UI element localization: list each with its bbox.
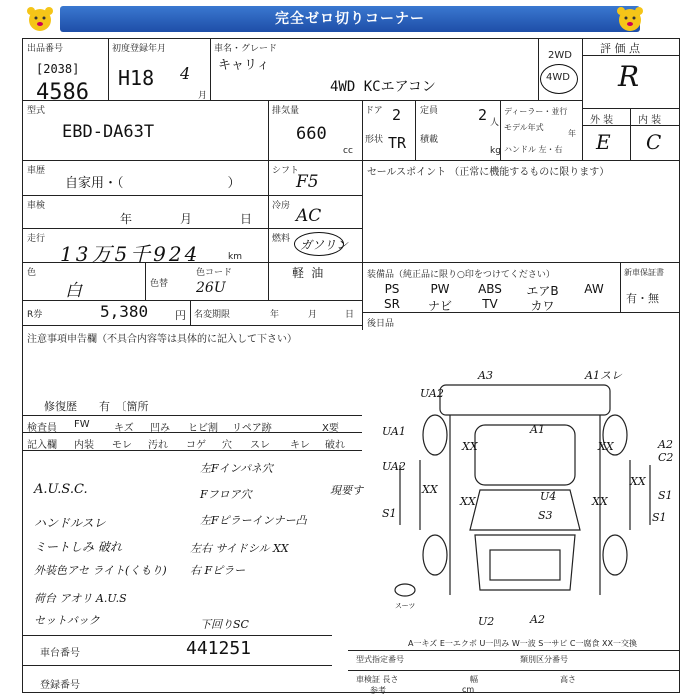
mark-xx-2: XX xyxy=(598,440,614,453)
model-label: 型式 xyxy=(27,106,46,116)
inspector-entry-label: 記入欄 xyxy=(27,440,57,451)
equip-leather: カワ xyxy=(530,299,555,313)
form-height: 高さ xyxy=(560,675,576,684)
note-mid-6: 下回りSC xyxy=(200,618,249,631)
mark-s1-left: S1 xyxy=(382,507,397,520)
car-condition-diagram xyxy=(380,365,680,635)
note-left-4: 外装色アセ ライト(くもり) xyxy=(34,564,167,577)
mark-a2-bottom: A2 xyxy=(530,613,545,626)
model-year-unit: 年 xyxy=(568,129,576,138)
load-unit: kg xyxy=(490,146,501,156)
inspection-day: 日 xyxy=(240,212,253,226)
new-tag-label: 新車保証書 xyxy=(624,268,664,277)
mark-xx-6: XX xyxy=(630,475,646,488)
check-crack: ヒビ割 xyxy=(188,423,218,434)
header-banner xyxy=(0,0,700,38)
mark-ua2-left: UA2 xyxy=(382,460,406,473)
name-change-year: 年 xyxy=(270,310,280,320)
equip-aw: AW xyxy=(584,282,604,296)
form-cm-1: cm xyxy=(462,685,475,694)
note-left-3: ミートしみ 破れ xyxy=(34,540,122,554)
shape-value: TR xyxy=(388,134,407,152)
mark-a2: A2 xyxy=(658,438,673,451)
note-mid-2: Fフロア穴 xyxy=(200,488,252,501)
note-left-2: ハンドルスレ xyxy=(34,516,106,530)
mark-xx-4: XX xyxy=(460,495,476,508)
equip-navi: ナビ xyxy=(427,299,452,313)
rating-label: 評 価 点 xyxy=(600,42,640,55)
check-burn: コゲ xyxy=(186,440,206,451)
displacement-unit: cc xyxy=(343,146,353,156)
note-mid-5: 右 Fピラー xyxy=(190,564,246,577)
lot-code: [2038] xyxy=(36,62,80,76)
history-value: 自家用・（ ） xyxy=(65,176,241,191)
sales-point-label: セールスポイント （正常に機能するものに限ります） xyxy=(367,167,610,178)
inspection-month: 月 xyxy=(180,212,193,226)
mileage-value: 13万5千924 xyxy=(60,242,201,266)
check-repair: リペア跡 xyxy=(232,423,272,434)
model-year-label: モデル年式 xyxy=(504,123,544,132)
drive-4wd: 4WD xyxy=(546,72,570,83)
color-label: 色 xyxy=(27,268,37,278)
note-mid-3: 左Fピラーインナー凸 xyxy=(200,514,307,527)
note-mid-bracket: 現要す xyxy=(330,484,363,497)
model-value: EBD-DA63T xyxy=(62,122,155,142)
repair-history: 修復歴 有 〔箇所 xyxy=(44,400,149,413)
lot-number-label: 出品番号 xyxy=(27,44,64,54)
check-stain: 汚れ xyxy=(148,440,168,451)
chassis-value: 441251 xyxy=(186,638,252,659)
chassis-label: 車台番号 xyxy=(40,648,80,659)
note-mid-1: 左Fインパネ穴 xyxy=(200,462,273,475)
cooling-label: 冷房 xyxy=(272,201,291,211)
inspection-label: 車検 xyxy=(27,201,46,211)
car-name-label: 車名・グレード xyxy=(214,44,278,54)
form-class-number: 類別区分番号 xyxy=(520,655,568,664)
recycle-value: 5,380 xyxy=(100,302,149,321)
form-type-number: 型式指定番号 xyxy=(356,655,404,664)
load-label: 積載 xyxy=(420,135,439,145)
history-label: 車歴 xyxy=(27,166,46,176)
bear-mascot-left-icon xyxy=(25,4,55,34)
mark-s3: S3 xyxy=(538,509,553,522)
exterior-label: 外 装 xyxy=(590,115,614,126)
mark-s1-right-1: S1 xyxy=(658,489,673,502)
equipment-label: 装備品（純正品に限り○印をつけてください） xyxy=(367,270,555,280)
mark-xx-5: XX xyxy=(592,495,608,508)
capacity-unit: 人 xyxy=(490,118,500,128)
name-change-day: 日 xyxy=(345,310,355,320)
mark-ua2-top: UA2 xyxy=(420,387,444,400)
cooling-value: AC xyxy=(296,206,322,226)
check-x-needed: X要 xyxy=(322,423,339,434)
inspector-label: 検査員 xyxy=(27,423,57,434)
interior-label: 内 装 xyxy=(638,115,662,126)
car-name: キャリィ xyxy=(218,58,270,73)
mark-u4: U4 xyxy=(540,490,557,503)
rear-seat-label: 後日品 xyxy=(367,319,395,329)
check-hole: 穴 xyxy=(222,440,232,451)
name-change-month: 月 xyxy=(308,310,318,320)
doors-value: 2 xyxy=(392,106,402,124)
lot-number: 4586 xyxy=(36,80,89,105)
check-scratch: キズ xyxy=(114,423,134,434)
check-cut: キレ xyxy=(290,440,310,451)
drive-2wd: 2WD xyxy=(548,50,572,61)
mileage-label: 走行 xyxy=(27,234,46,244)
color-value: 白 xyxy=(65,281,82,301)
new-tag-value: 有・無 xyxy=(626,292,659,305)
shift-value: F5 xyxy=(296,172,319,192)
color-code: 26U xyxy=(196,280,226,296)
mark-xx-1: XX xyxy=(462,440,478,453)
note-mid-4: 左右 サイドシル XX xyxy=(190,542,289,555)
check-interior: 内装 xyxy=(74,440,94,451)
check-fw: FW xyxy=(74,419,90,430)
handle-label: ハンドル 左・右 xyxy=(504,145,563,154)
car-grade: 4WD KCエアコン xyxy=(330,79,436,95)
equip-airbag: エアB xyxy=(526,284,559,298)
mark-c2: C2 xyxy=(658,451,674,464)
equip-ps: PS xyxy=(384,282,400,296)
color-code-label: 色コード xyxy=(196,268,233,278)
form-width: 幅 xyxy=(470,675,478,684)
mileage-unit: km xyxy=(228,252,242,262)
notes-label: 注意事項申告欄（不具合内容等は具体的に記入して下さい） xyxy=(27,334,297,345)
registration-label: 登録番号 xyxy=(40,680,80,691)
mark-u2: U2 xyxy=(478,615,495,628)
fuel-label: 燃料 xyxy=(272,234,291,244)
first-reg-month: 4 xyxy=(180,64,191,83)
exterior-grade: E xyxy=(596,130,611,154)
note-left-1: A.U.S.C. xyxy=(34,482,88,497)
doors-label: ドア xyxy=(365,106,383,116)
check-dent: 凹み xyxy=(150,423,170,434)
bear-mascot-right-icon xyxy=(615,4,645,34)
mark-a1-wear: A1スレ xyxy=(585,369,622,382)
shift-label: シフト xyxy=(272,166,300,176)
capacity-label: 定員 xyxy=(420,106,439,116)
mark-a3: A3 xyxy=(478,369,493,382)
check-leak: モレ xyxy=(112,440,132,451)
banner-title: 完全ゼロ切りコーナー xyxy=(60,6,640,32)
form-length: 車検証 長さ xyxy=(356,675,399,684)
fuel-value: ガソリン xyxy=(300,238,349,252)
equip-tv: TV xyxy=(482,297,498,311)
mark-ua1: UA1 xyxy=(382,425,406,438)
recycle-unit: 円 xyxy=(175,309,186,322)
displacement-label: 排気量 xyxy=(272,106,300,116)
equip-abs: ABS xyxy=(478,282,502,296)
inspection-year: 年 xyxy=(120,212,133,226)
dealer-label: ディーラー・並行 xyxy=(504,107,568,116)
diagram-legend: A一キズ E一エクボ U一凹み W一波 S一サビ C一腐食 XX一交換 xyxy=(408,639,638,648)
note-left-6: セットバック xyxy=(34,614,100,627)
interior-grade: C xyxy=(646,130,662,154)
displacement-value: 660 xyxy=(296,124,327,144)
first-reg-month-unit: 月 xyxy=(198,91,208,101)
first-reg-label: 初度登録年月 xyxy=(112,44,167,54)
recycle-label: R券 xyxy=(27,310,43,320)
first-reg-year: H18 xyxy=(118,66,155,90)
note-left-5: 荷台 アオリ A.U.S xyxy=(34,592,127,605)
color-swap-label: 色替 xyxy=(150,279,169,289)
mark-s1-right-2: S1 xyxy=(652,511,667,524)
mark-spare: スーツ xyxy=(395,602,416,610)
equip-sr: SR xyxy=(384,297,400,311)
mark-a1: A1 xyxy=(530,423,545,436)
equip-pw: PW xyxy=(430,282,450,296)
form-reference: 参考 xyxy=(370,686,386,695)
capacity-value: 2 xyxy=(478,106,488,124)
name-change-label: 名変期限 xyxy=(194,310,231,320)
fuel-alt: 軽 油 xyxy=(292,266,324,280)
mark-xx-3: XX xyxy=(422,483,438,496)
rating-value: R xyxy=(618,60,640,93)
check-wear: スレ xyxy=(250,440,270,451)
check-tear: 破れ xyxy=(325,440,345,451)
shape-label: 形状 xyxy=(365,135,384,145)
